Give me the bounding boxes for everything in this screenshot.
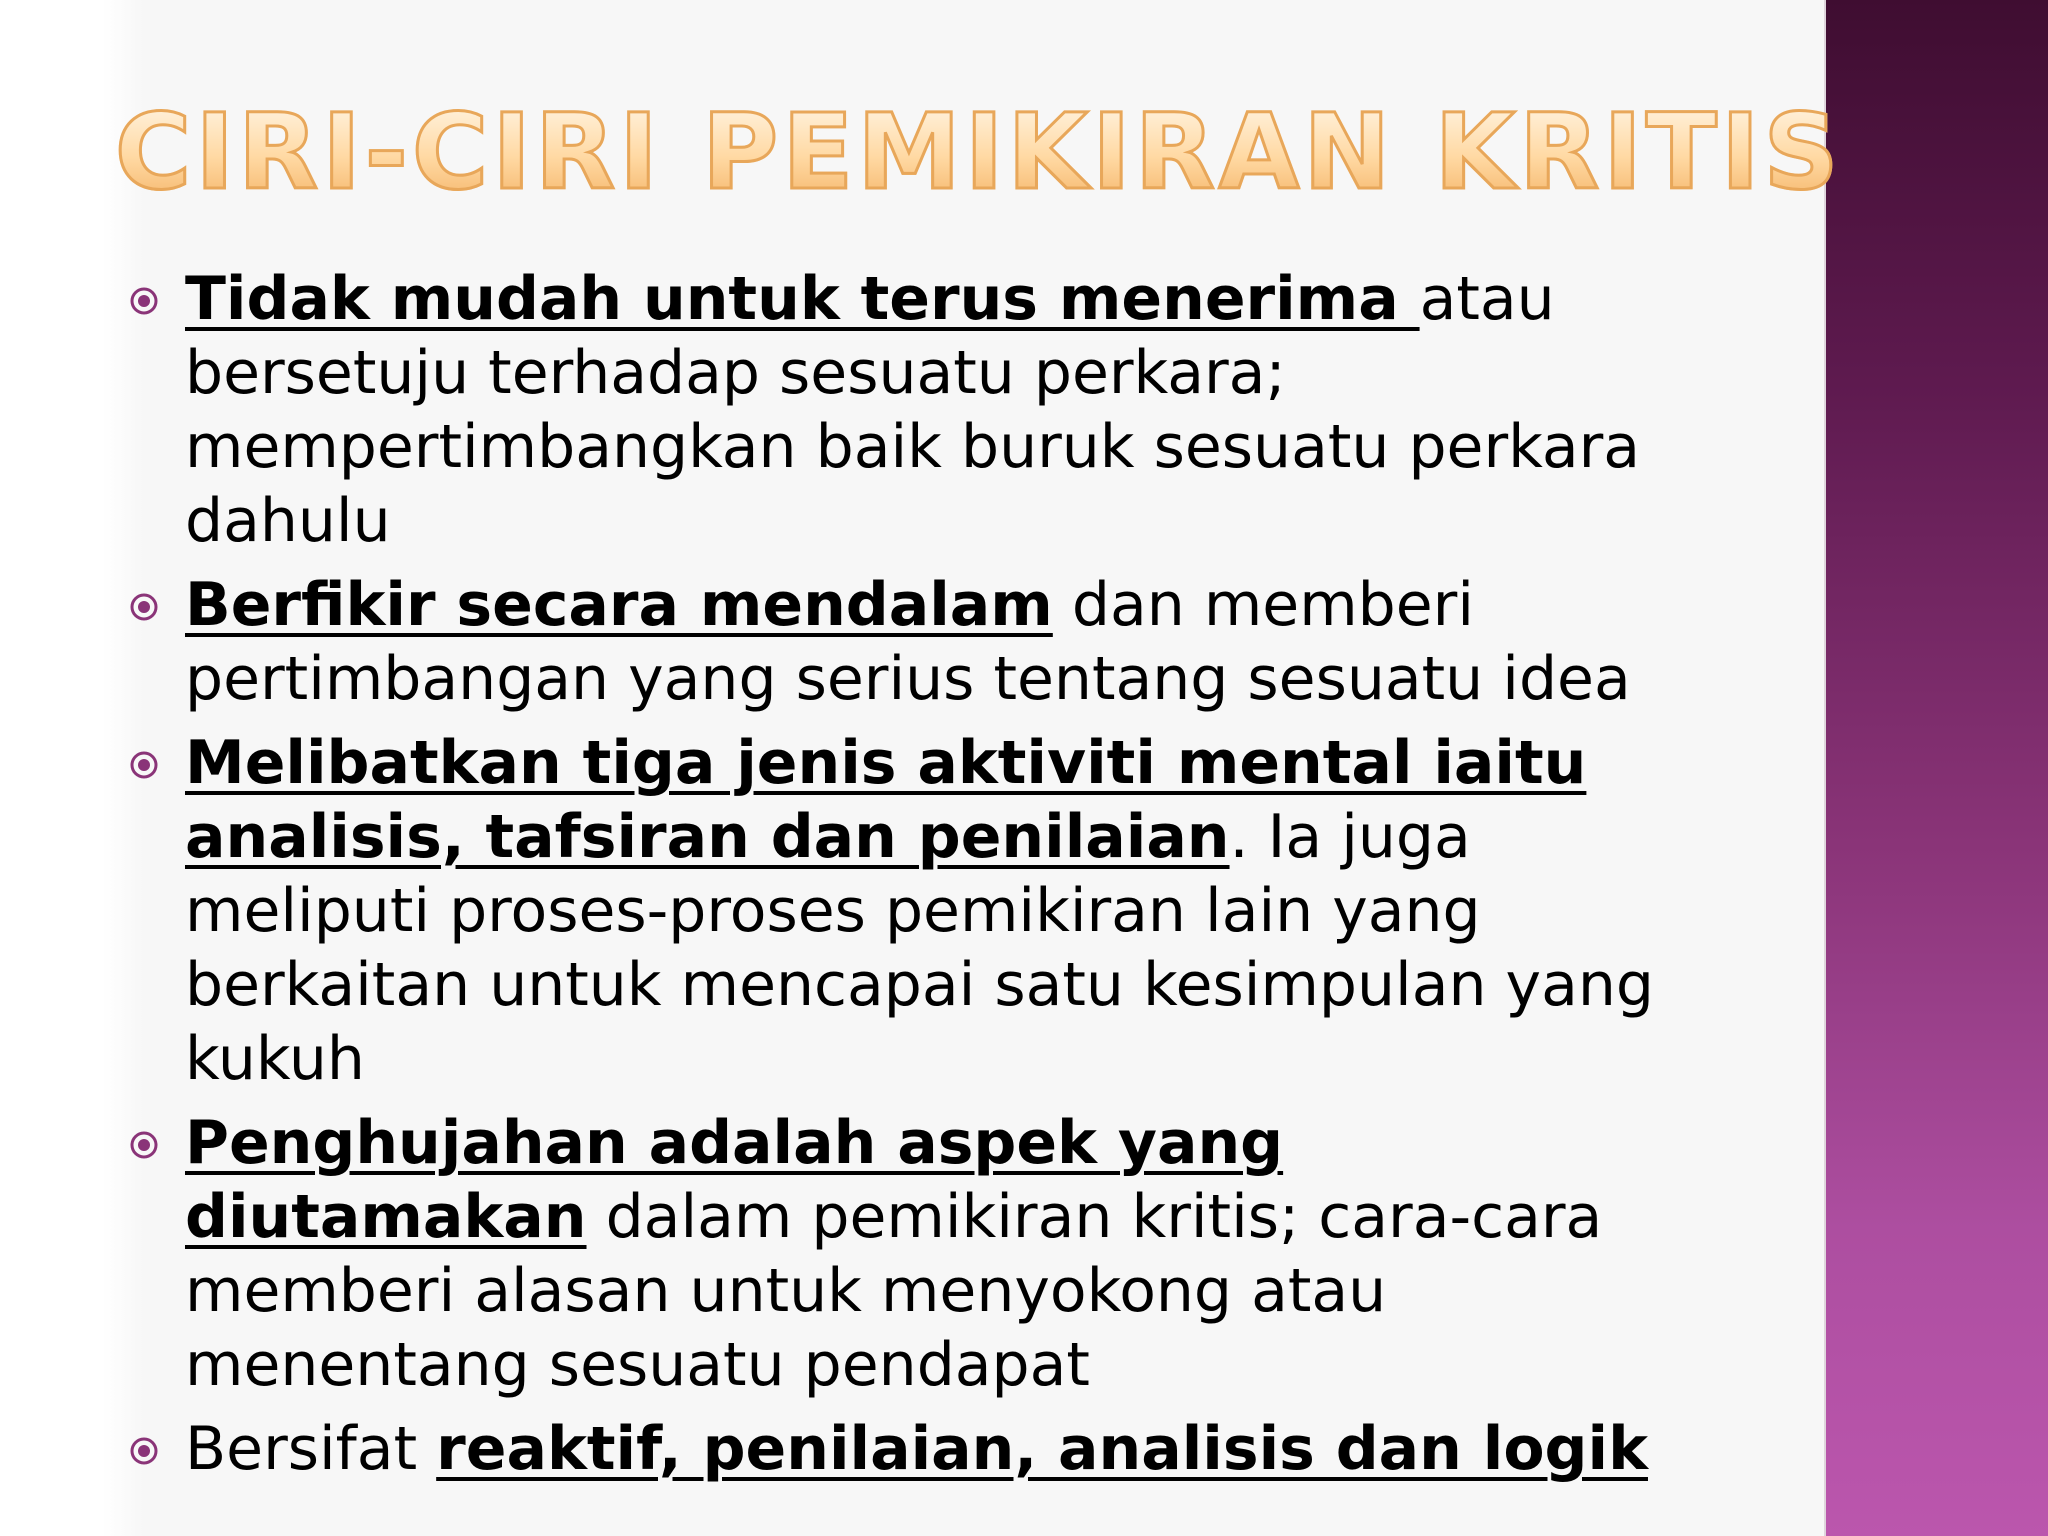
side-band-edge [1824,0,1826,1536]
bullet-emphasis: Tidak mudah untuk terus menerima [185,264,1420,334]
circle-bullet-icon [129,286,159,316]
bullet-emphasis: Berfikir secara mendalam [185,570,1053,640]
bullet-emphasis: Melibatkan tiga jenis aktiviti mental iaitu analisis, tafsiran dan penilaian [185,728,1587,872]
circle-bullet-icon [129,1130,159,1160]
bullet-item-1 [125,262,1705,558]
circle-bullet-icon [129,1436,159,1466]
bullet-list [125,262,1705,1496]
slide-title: CIRI-CIRI PEMIKIRAN KRITIS [115,91,1843,213]
bullet-item-4 [125,1106,1705,1402]
bullet-emphasis: Penghujahan adalah aspek yang diutamakan [185,1108,1284,1252]
bullet-text: atau bersetuju terhadap sesuatu perkara; mempertimbangkan baik buruk sesuatu perkara dahulu [185,264,1641,556]
bullet-item-5 [125,1412,1705,1486]
bullet-emphasis: reaktif, penilaian, analisis dan logik [436,1414,1648,1484]
circle-bullet-icon [129,592,159,622]
circle-bullet-icon [129,750,159,780]
bullet-item-3 [125,726,1705,1096]
bullet-prefix: Bersifat [185,1414,437,1484]
bullet-item-2 [125,568,1705,716]
decorative-side-band [1826,0,2048,1536]
bullet-text: dan memberi pertimbangan yang serius tentang sesuatu idea [185,570,1631,714]
bullet-text: dalam pemikiran kritis; cara-cara memberi alasan untuk menyokong atau menentang sesuatu pendapat [185,1182,1603,1400]
bullet-text: . Ia juga meliputi proses-proses pemikiran lain yang berkaitan untuk mencapai satu kesimpulan yang kukuh [185,802,1654,1094]
